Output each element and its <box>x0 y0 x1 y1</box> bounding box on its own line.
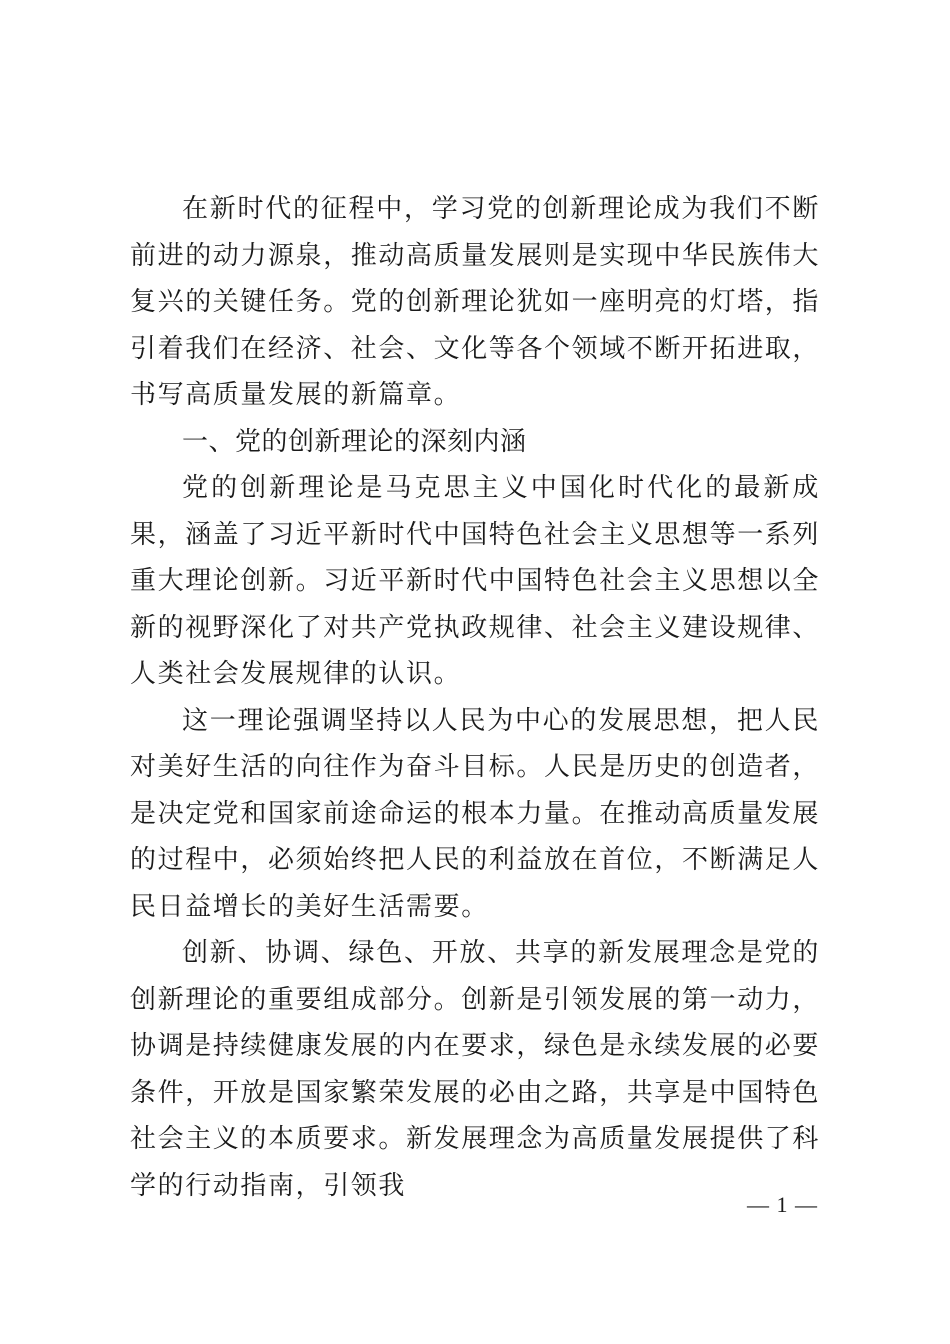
body-paragraph: 党的创新理论是马克思主义中国化时代化的最新成果，涵盖了习近平新时代中国特色社会主义思想等一系列重大理论创新。习近平新时代中国特色社会主义思想以全新的视野深化了对共产党执政规律、社会主义建设规律、人类社会发展规律的认识。 <box>130 473 821 689</box>
body-paragraph: 创新、协调、绿色、开放、共享的新发展理念是党的创新理论的重要组成部分。创新是引领发展的第一动力，协调是持续健康发展的内在要求，绿色是永续发展的必要条件，开放是国家繁荣发展的必由之路，共享是中国特色社会主义的本质要求。新发展理念为高质量发展提供了科学的行动指南，引领我 <box>130 938 821 1201</box>
page-number: — 1 — <box>747 1192 818 1217</box>
document-body <box>130 186 820 1209</box>
intro-paragraph: 在新时代的征程中，学习党的创新理论成为我们不断前进的动力源泉，推动高质量发展则是实现中华民族伟大复兴的关键任务。党的创新理论犹如一座明亮的灯塔，指引着我们在经济、社会、文化等各个领域不断开拓进取，书写高质量发展的新篇章。 <box>130 194 821 410</box>
section-heading: 一、党的创新理论的深刻内涵 <box>182 426 527 457</box>
body-paragraph: 这一理论强调坚持以人民为中心的发展思想，把人民对美好生活的向往作为奋斗目标。人民是历史的创造者，是决定党和国家前途命运的根本力量。在推动高质量发展的过程中，必须始终把人民的利益放在首位，不断满足人民日益增长的美好生活需要。 <box>130 705 821 922</box>
